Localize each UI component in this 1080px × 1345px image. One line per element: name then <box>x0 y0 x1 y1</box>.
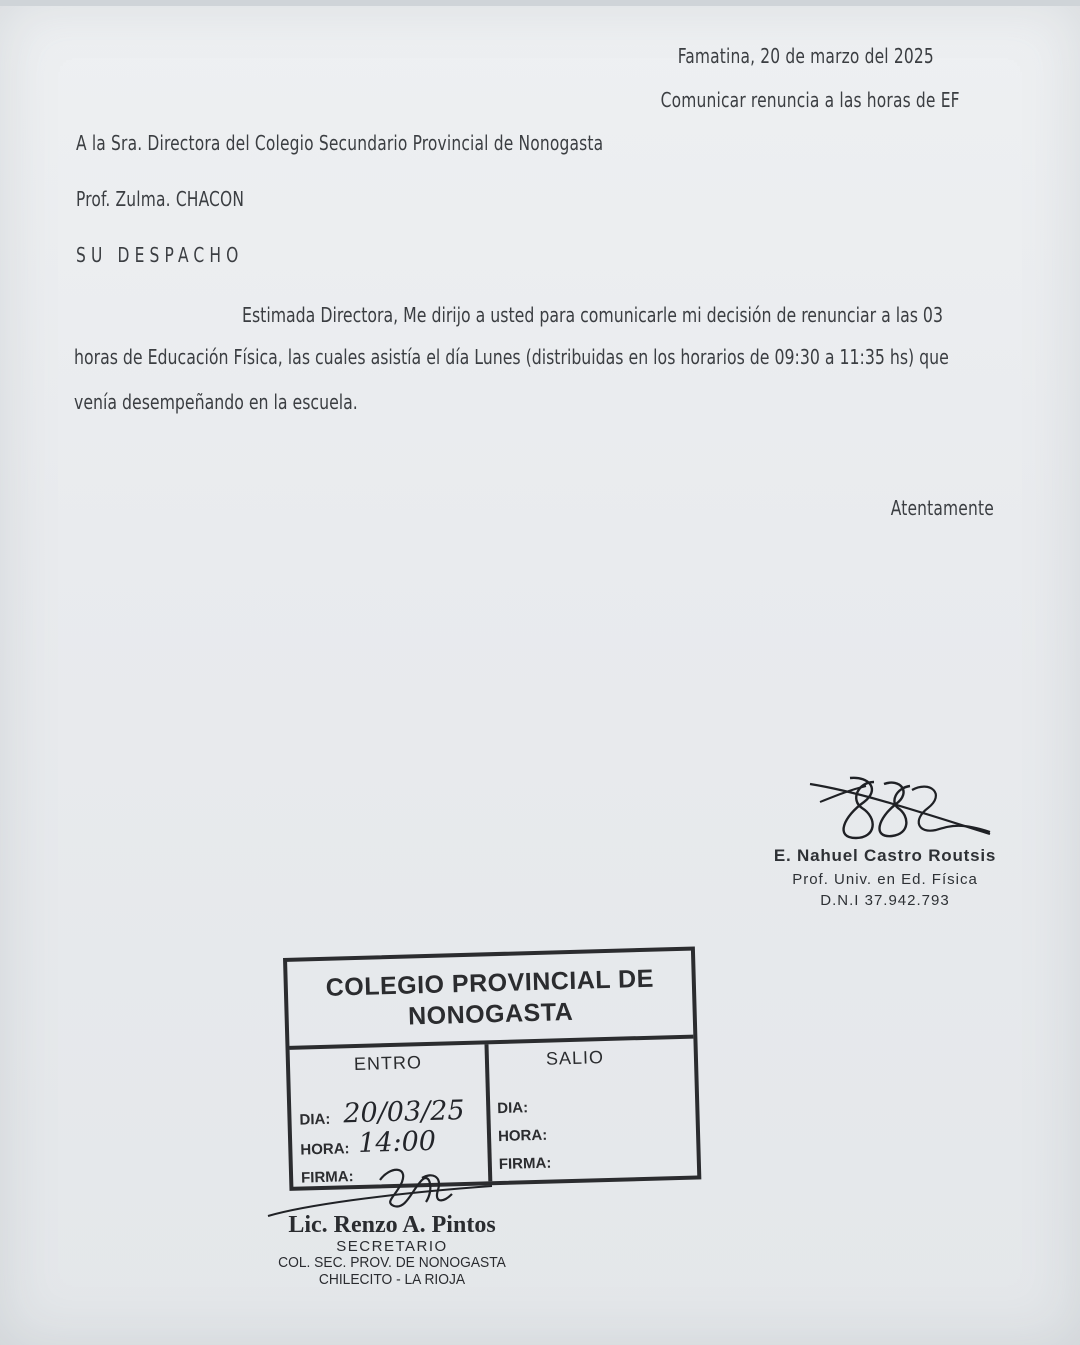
secretary-stamp <box>262 1212 522 1288</box>
secretary-role: SECRETARIO <box>336 1238 448 1255</box>
entry-day-value: 20/03/25 <box>342 1094 466 1130</box>
office-line: SU DESPACHO <box>76 243 244 267</box>
exit-signature-label: FIRMA: <box>498 1154 552 1174</box>
exit-day-label: DIA: <box>497 1099 529 1118</box>
secretary-name: Lic. Renzo A. Pintos <box>288 1212 496 1238</box>
body-line-1: Estimada Directora, Me dirijo a usted para comunicarle mi decisión de renunciar a las 03 <box>242 303 943 327</box>
secretary-institution: COL. SEC. PROV. DE NONOGASTA <box>278 1254 506 1271</box>
page-top-edge <box>0 0 1080 6</box>
stamp-header <box>287 951 693 1050</box>
entry-day-label: DIA: <box>299 1110 331 1129</box>
stamp-header-line-2: NONOGASTA <box>407 997 574 1031</box>
body-line-2: horas de Educación Física, las cuales asistía el día Lunes (distribuidas en los horarios de 09:30 a 11:35 hs) que <box>74 345 949 369</box>
entry-signature-label: FIRMA: <box>300 1168 354 1187</box>
signatory-block <box>740 846 1030 909</box>
entry-hour-label: HORA: <box>300 1140 350 1159</box>
stamp-exit-label: SALIO <box>545 1047 605 1069</box>
entry-hour-value: 14:00 <box>357 1125 437 1159</box>
recipient-line: A la Sra. Directora del Colegio Secundario Provincial de Nonogasta <box>76 131 604 155</box>
body-line-3: venía desempeñando en la escuela. <box>74 390 358 414</box>
secretary-location: CHILECITO - LA RIOJA <box>318 1271 466 1288</box>
recipient-name: Prof. Zulma. CHACON <box>76 187 245 211</box>
closing-line: Atentamente <box>890 496 994 520</box>
exit-hour-label: HORA: <box>497 1126 548 1146</box>
subject-line: Comunicar renuncia a las horas de EF <box>660 88 960 112</box>
handwritten-signature <box>800 772 1010 852</box>
signatory-title: Prof. Univ. en Ed. Física <box>792 871 978 888</box>
date-line: Famatina, 20 de marzo del 2025 <box>677 44 934 68</box>
stamp-header-line-1: COLEGIO PROVINCIAL DE <box>325 964 655 1002</box>
signatory-name: E. Nahuel Castro Routsis <box>773 846 997 865</box>
stamp-entry-label: ENTRO <box>353 1052 423 1075</box>
signatory-dni: D.N.I 37.942.793 <box>820 892 950 909</box>
